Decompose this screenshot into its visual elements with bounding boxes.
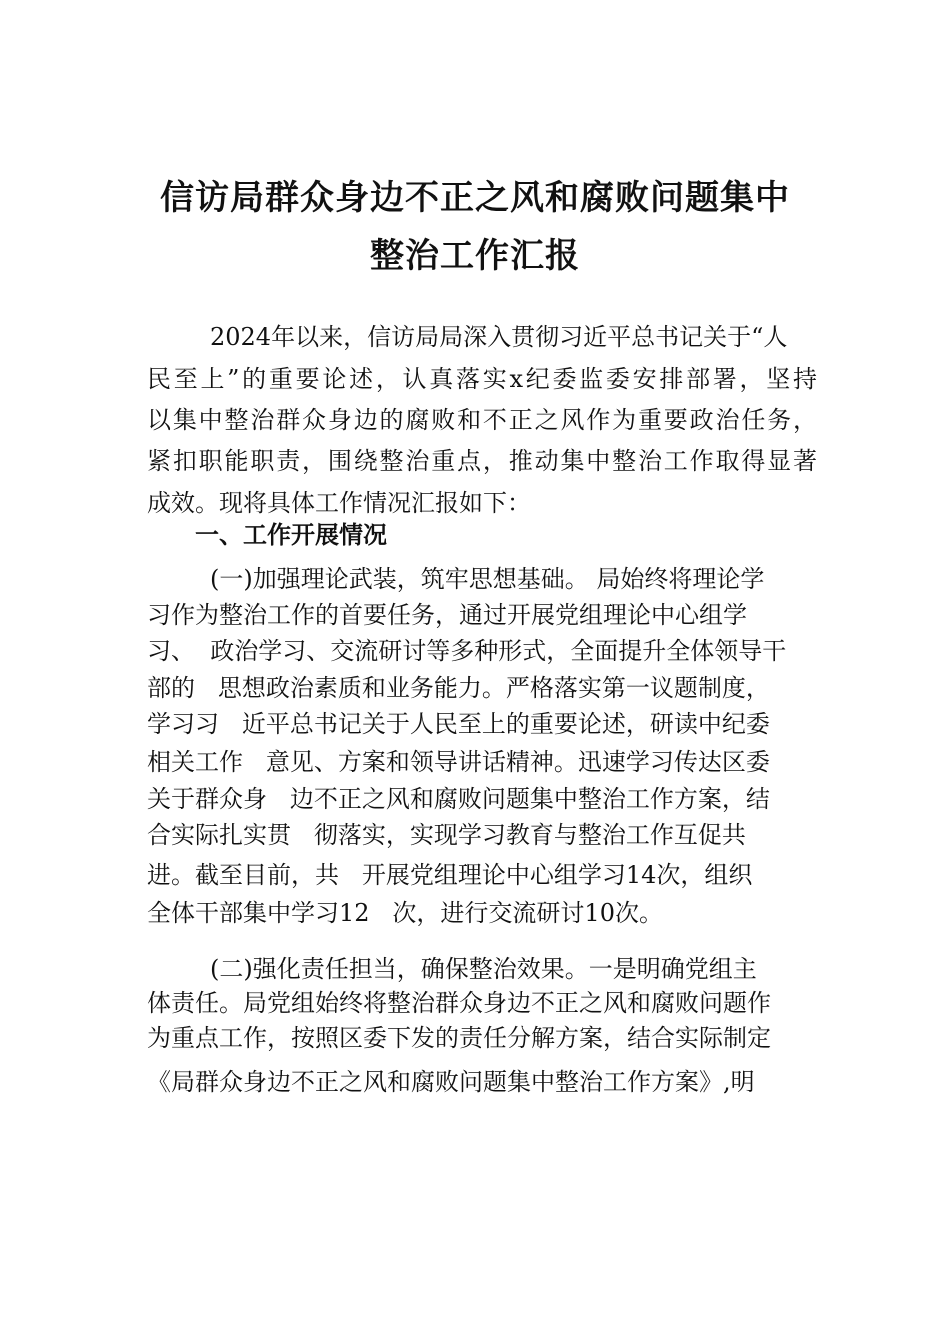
intro-line-4: 紧扣职能职责，围绕整治重点，推动集中整治工作取得显著 — [147, 447, 817, 475]
paragraph-2-line-4: 《局群众身边不正之风和腐败问题集中整治工作方案》,明 — [147, 1068, 755, 1096]
document-title-line-1: 信访局群众身边不正之风和腐败问题集中 — [160, 178, 790, 218]
intro-line-1: 2024年以来，信访局局深入贯彻习近平总书记关于“人 — [210, 323, 788, 351]
paragraph-1-line-8: 合实际扎实贯 彻落实，实现学习教育与整治工作互促共 — [147, 821, 746, 849]
paragraph-1-line-3: 习、 政治学习、交流研讨等多种形式，全面提升全体领导干 — [147, 637, 787, 665]
paragraph-2-line-1: (二)强化责任担当，确保整治效果。一是明确党组主 — [210, 955, 757, 983]
intro-line-5: 成效。现将具体工作情况汇报如下： — [147, 489, 531, 517]
paragraph-1-line-9: 进。截至目前，共 开展党组理论中心组学习14次，组织 — [147, 861, 753, 889]
paragraph-2-line-3: 为重点工作，按照区委下发的责任分解方案，结合实际制定 — [147, 1024, 771, 1052]
intro-line-3: 以集中整治群众身边的腐败和不正之风作为重要政治任务， — [147, 406, 817, 434]
document-title-line-2: 整治工作汇报 — [370, 236, 580, 276]
paragraph-1-line-1: (一)加强理论武装，筑牢思想基础。 局始终将理论学 — [210, 565, 765, 593]
paragraph-1-line-6: 相关工作 意见、方案和领导讲话精神。迅速学习传达区委 — [147, 748, 770, 776]
paragraph-1-line-5: 学习习 近平总书记关于人民至上的重要论述，研读中纪委 — [147, 710, 770, 738]
paragraph-1-line-2: 习作为整治工作的首要任务，通过开展党组理论中心组学 — [147, 601, 747, 629]
paragraph-1-line-10: 全体干部集中学习12 次，进行交流研讨10次。 — [147, 899, 663, 927]
paragraph-1-line-7: 关于群众身 边不正之风和腐败问题集中整治工作方案，结 — [147, 785, 770, 813]
paragraph-2-line-2: 体责任。局党组始终将整治群众身边不正之风和腐败问题作 — [147, 989, 771, 1017]
section-heading: 一、工作开展情况 — [195, 521, 387, 549]
intro-line-2: 民至上”的重要论述，认真落实x纪委监委安排部署，坚持 — [147, 365, 817, 393]
paragraph-1-line-4: 部的 思想政治素质和业务能力。严格落实第一议题制度， — [147, 674, 770, 702]
